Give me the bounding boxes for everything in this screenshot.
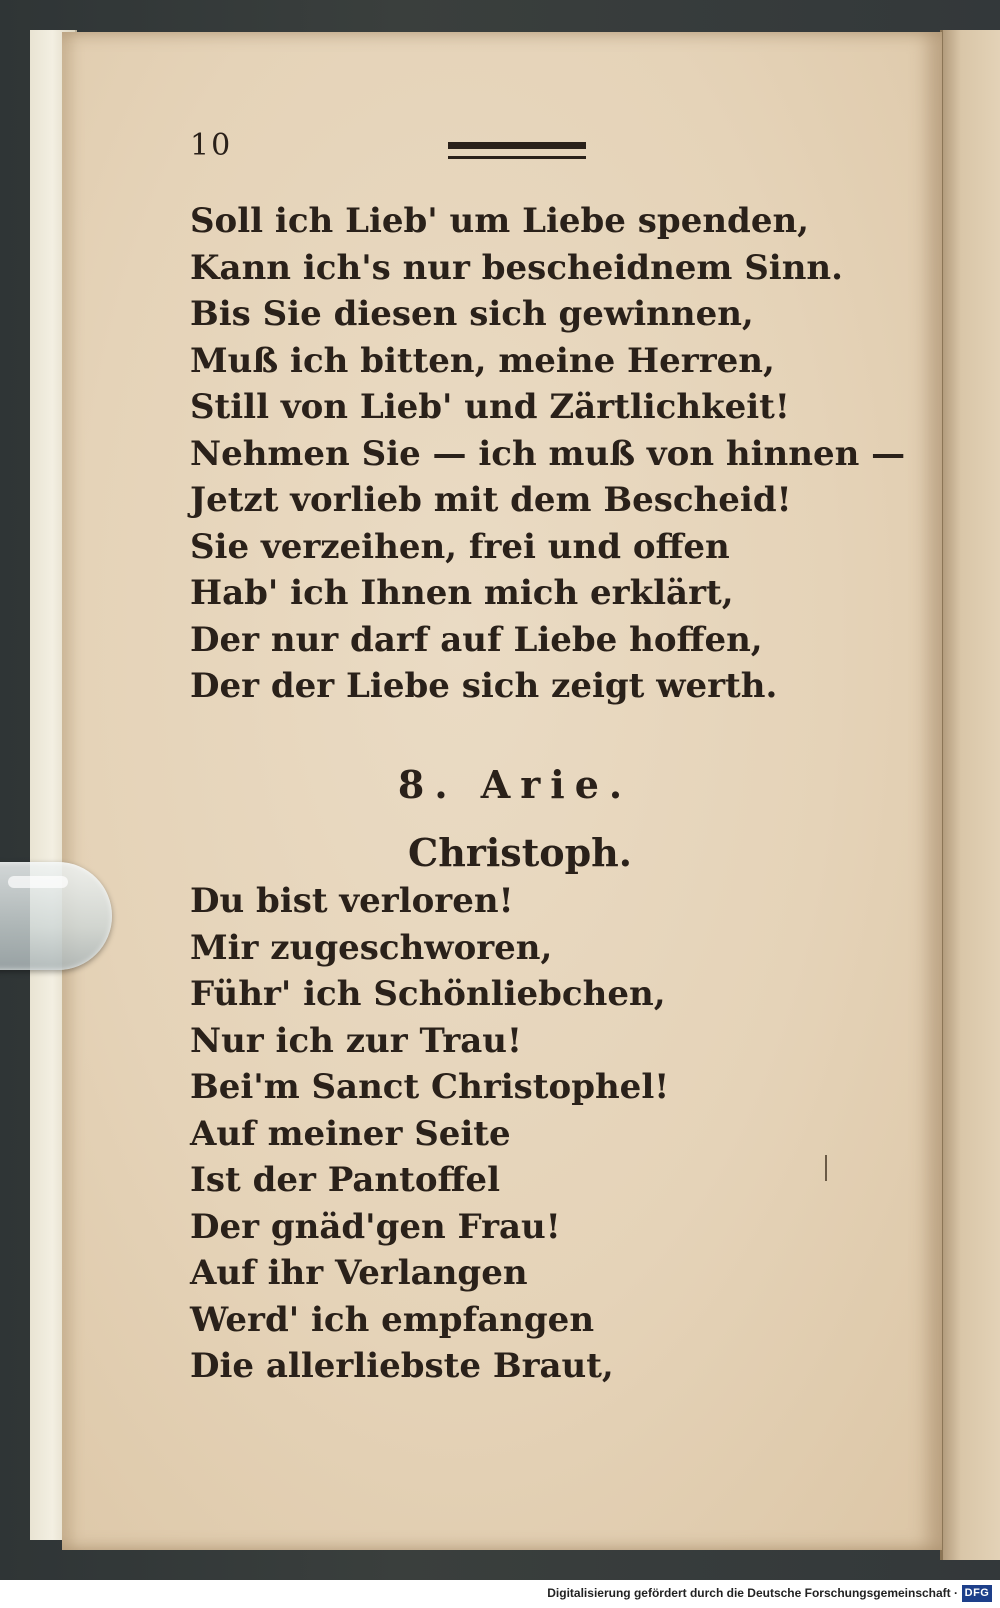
verse-line: Soll ich Lieb' um Liebe spenden,: [190, 201, 810, 241]
digitization-credit: Digitalisierung gefördert durch die Deutsche Forschungsgemeinschaft ·: [547, 1586, 958, 1600]
verse-line: Nehmen Sie — ich muß von hinnen —: [190, 433, 906, 474]
verse-line: Muß ich bitten, meine Herren,: [190, 340, 775, 381]
verse-line: Werd' ich empfangen: [190, 1299, 595, 1340]
verse-line: Der nur darf auf Liebe hoffen,: [190, 619, 763, 660]
verse-line: Kann ich's nur bescheidnem Sinn.: [190, 247, 843, 288]
verse-line: Die allerliebste Braut,: [190, 1346, 614, 1386]
verse-line: Ist der Pantoffel: [190, 1160, 500, 1200]
section-heading: 8. Arie.: [397, 762, 633, 807]
verse-line: Führ' ich Schönliebchen,: [190, 974, 666, 1014]
verse-line: Nur ich zur Trau!: [190, 1020, 522, 1061]
verse-line: Der der Liebe sich zeigt werth.: [190, 666, 778, 706]
verse-line: Sie verzeihen, frei und offen: [190, 526, 730, 567]
verse-before: [190, 198, 905, 710]
verse-line: Der gnäd'gen Frau!: [190, 1206, 561, 1247]
header-rule-thick: [448, 142, 586, 149]
verse-line: Auf meiner Seite: [190, 1113, 511, 1154]
verse-line: Mir zugeschworen,: [190, 927, 553, 968]
margin-mark: [825, 1155, 827, 1181]
verse-after: [190, 878, 669, 1390]
page-clip: [0, 862, 112, 970]
header-rule-thin: [448, 156, 586, 159]
verse-line: Bei'm Sanct Christophel!: [190, 1067, 670, 1107]
verse-line: Du bist verloren!: [190, 881, 514, 921]
verse-line: Jetzt vorlieb mit dem Bescheid!: [190, 480, 792, 520]
verse-line: Bis Sie diesen sich gewinnen,: [190, 294, 754, 334]
dfg-logo: DFG: [962, 1585, 992, 1602]
character-name: Christoph.: [407, 830, 633, 875]
verse-line: Still von Lieb' und Zärtlichkeit!: [190, 387, 790, 427]
verse-line: Hab' ich Ihnen mich erklärt,: [190, 573, 734, 613]
page-number: 10: [190, 128, 233, 163]
verse-line: Auf ihr Verlangen: [190, 1253, 528, 1293]
